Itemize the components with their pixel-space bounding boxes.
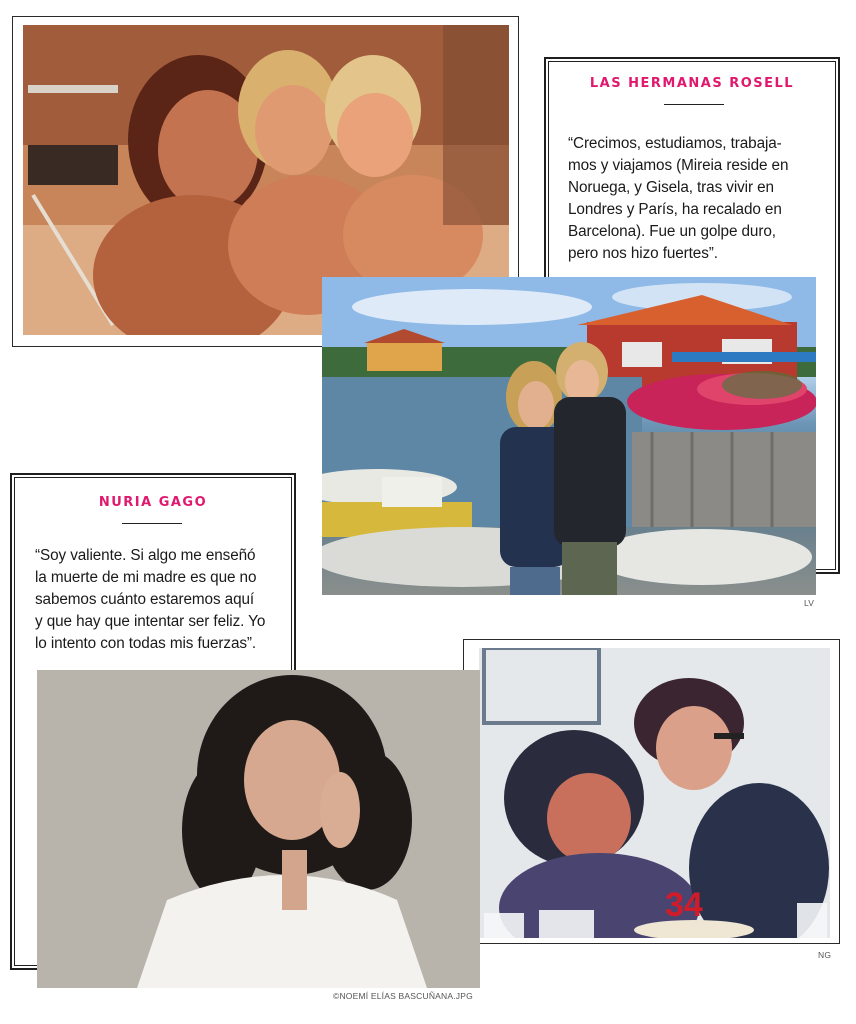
divider: [664, 104, 724, 105]
quote-author-name: NURIA GAGO: [98, 495, 208, 510]
quote-line: Barcelona). Fue un golpe duro,: [568, 223, 776, 240]
quote-line: “Soy valiente. Si algo me enseñó: [35, 547, 256, 564]
quote-line: y que hay que intentar ser feliz. Yo: [35, 613, 266, 630]
photo-credit-ng: NG: [818, 950, 832, 960]
photo-credit-lv: LV: [804, 598, 815, 608]
quote-line: la muerte de mi madre es que no: [35, 569, 257, 586]
divider: [122, 523, 182, 524]
quote-line: mos y viajamos (Mireia reside en: [568, 157, 789, 174]
quote-author-name: LAS HERMANAS ROSELL: [589, 76, 795, 91]
quote-text: [568, 133, 818, 265]
quote-line: sabemos cuánto estaremos aquí: [35, 591, 255, 608]
quote-line: pero nos hizo fuertes”.: [568, 245, 718, 262]
quote-line: Noruega, y Gisela, tras vivir en: [568, 179, 774, 196]
sisters-harbour-photo: [322, 277, 816, 595]
portrait-photo: [37, 670, 480, 988]
photo-credit-portrait: ©NOEMÍ ELÍAS BASCUÑANA.JPG: [333, 991, 473, 1001]
cake-number: 34: [665, 886, 703, 924]
quote-line: Londres y París, ha recalado en: [568, 201, 782, 218]
quote-line: “Crecimos, estudiamos, trabaja-: [568, 135, 782, 152]
quote-text: [35, 545, 285, 655]
birthday-photo: [479, 648, 830, 938]
quote-line: lo intento con todas mis fuerzas”.: [35, 635, 257, 652]
